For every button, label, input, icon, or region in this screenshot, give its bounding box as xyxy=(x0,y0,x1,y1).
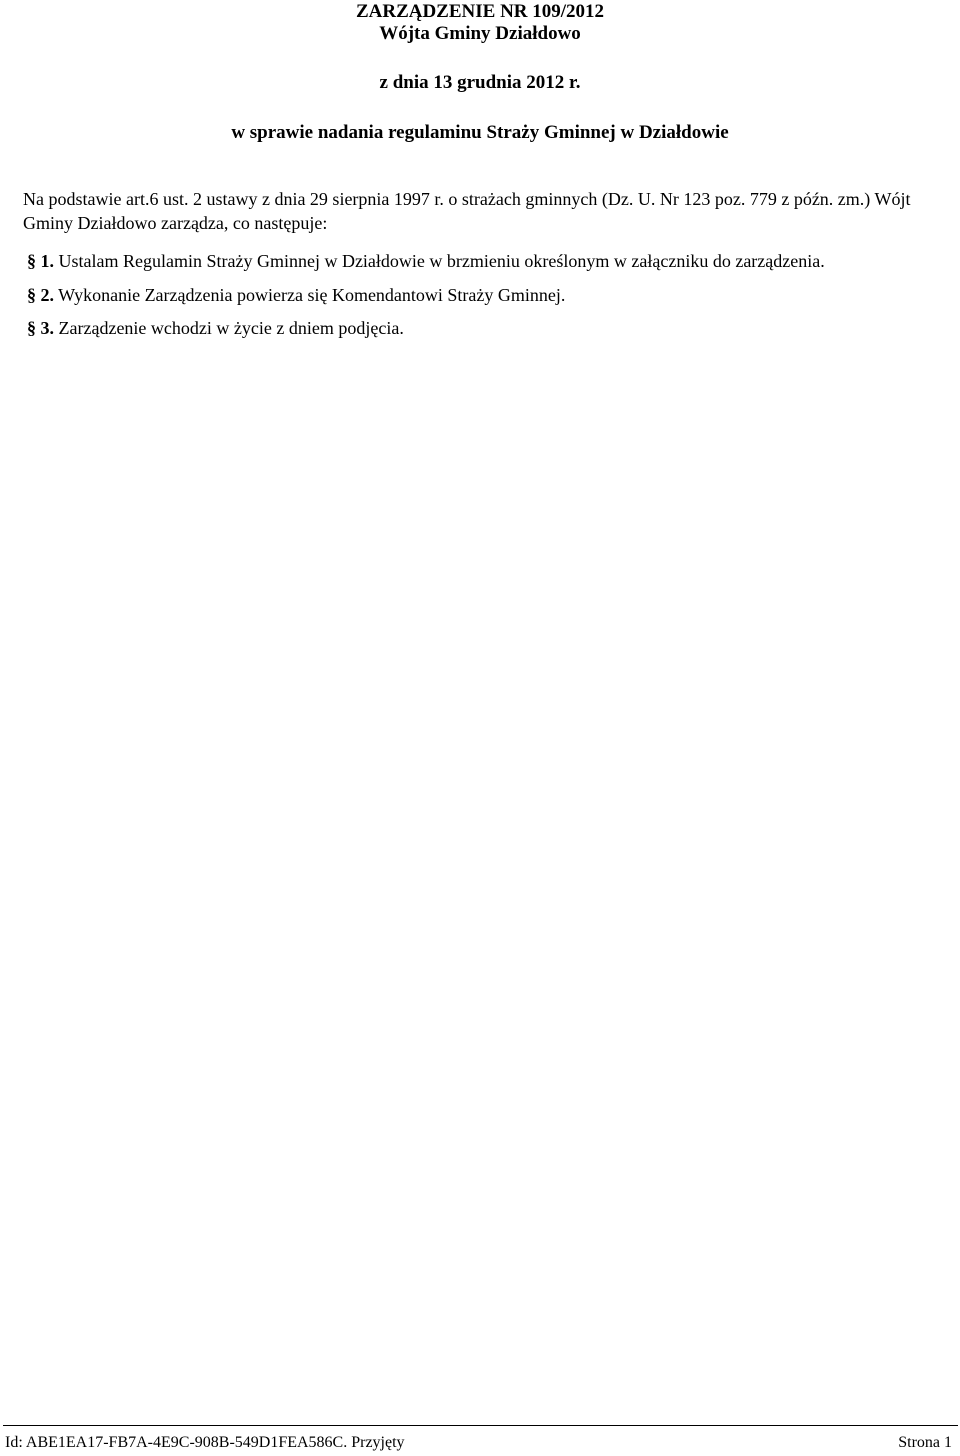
footer-divider xyxy=(3,1425,958,1426)
paragraph-1 xyxy=(27,249,957,273)
paragraph-1-number: § 1. xyxy=(27,251,54,271)
paragraph-3-text: Zarządzenie wchodzi w życie z dniem podjęcia. xyxy=(54,318,404,338)
paragraph-1-text: Ustalam Regulamin Straży Gminnej w Działdowie w brzmieniu określonym w załączniku do zarządzenia. xyxy=(54,251,825,271)
document-subject: w sprawie nadania regulaminu Straży Gminnej w Działdowie xyxy=(231,122,729,143)
paragraph-2 xyxy=(27,283,957,307)
document-title: ZARZĄDZENIE NR 109/2012 xyxy=(355,1,605,22)
footer-document-id: Id: ABE1EA17-FB7A-4E9C-908B-549D1FEA586C. Przyjęty xyxy=(5,1434,405,1451)
document-date: z dnia 13 grudnia 2012 r. xyxy=(379,72,581,93)
preamble-text: Na podstawie art.6 ust. 2 ustawy z dnia 29 sierpnia 1997 r. o strażach gminnych (Dz. U. Nr 123 poz. 779 z późn. zm.) Wójt Gminy Działdowo zarządza, co następuje: xyxy=(23,189,911,233)
paragraph-3-number: § 3. xyxy=(27,318,54,338)
paragraph-2-number: § 2. xyxy=(27,285,54,305)
paragraph-3 xyxy=(27,316,957,340)
footer-page-number: Strona 1 xyxy=(898,1434,952,1451)
document-issuer: Wójta Gminy Działdowo xyxy=(379,23,581,44)
paragraph-2-text: Wykonanie Zarządzenia powierza się Komendantowi Straży Gminnej. xyxy=(54,285,566,305)
